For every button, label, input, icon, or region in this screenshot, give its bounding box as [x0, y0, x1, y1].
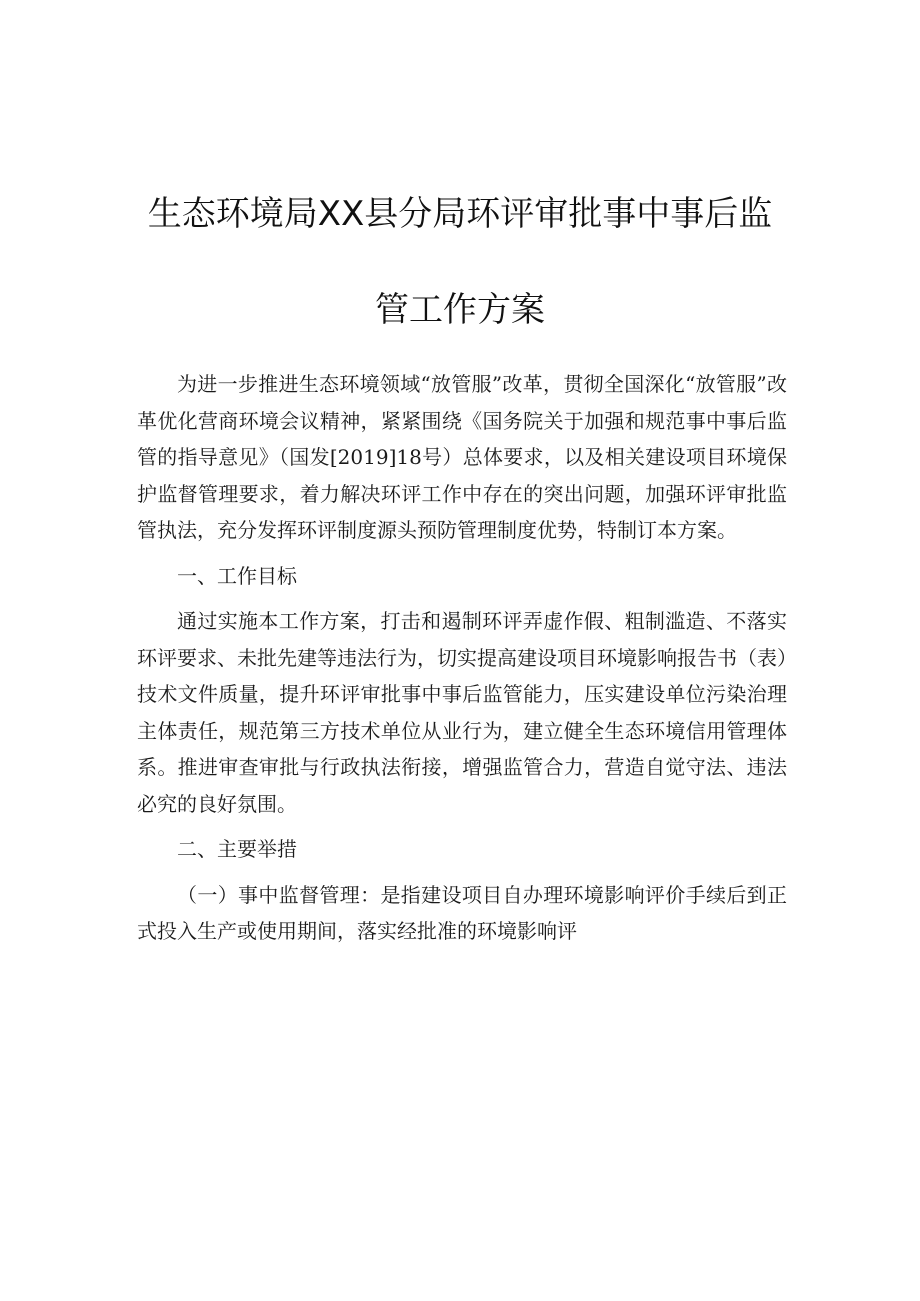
- section-heading-goals: 一、工作目标: [177, 563, 297, 588]
- document-title-line-1: 生态环境局XX县分局环评审批事中事后监: [147, 194, 773, 234]
- spacer: [137, 549, 787, 558]
- spacer: [137, 594, 787, 603]
- section-heading-measures: 二、主要举措: [177, 837, 297, 861]
- intro-paragraph: 为进一步推进生态环境领域“放管服”改革，贯彻全国深化“放管服”改革优化营商环境会议精神，紧紧围绕《国务院关于加强和规范事中事后监管的指导意见》（国发[2019]18号）总体要求，以及相关建设项目环境保护监督管理要求，着力解决环评工作中存在的突出问题，加强环评审批监管执法，充分发挥环评制度源头预防管理制度优势，特制订本方案。: [137, 372, 787, 542]
- document-title-line-2: 管工作方案: [375, 290, 545, 330]
- spacer: [137, 868, 787, 877]
- document-body: [137, 366, 787, 950]
- goals-paragraph: 通过实施本工作方案，打击和遏制环评弄虚作假、粗制滥造、不落实环评要求、未批先建等违法行为，切实提高建设项目环境影响报告书（表）技术文件质量，提升环评审批事中事后监管能力，压实建设单位污染治理主体责任，规范第三方技术单位从业行为，建立健全生态环境信用管理体系。推进审查审批与行政执法衔接，增强监管合力，营造自觉守法、违法必究的良好氛围。: [137, 609, 787, 816]
- measures-item-1: （一）事中监督管理：是指建设项目自办理环境影响评价手续后到正式投入生产或使用期间，落实经批准的环境影响评: [137, 882, 787, 943]
- spacer: [137, 822, 787, 831]
